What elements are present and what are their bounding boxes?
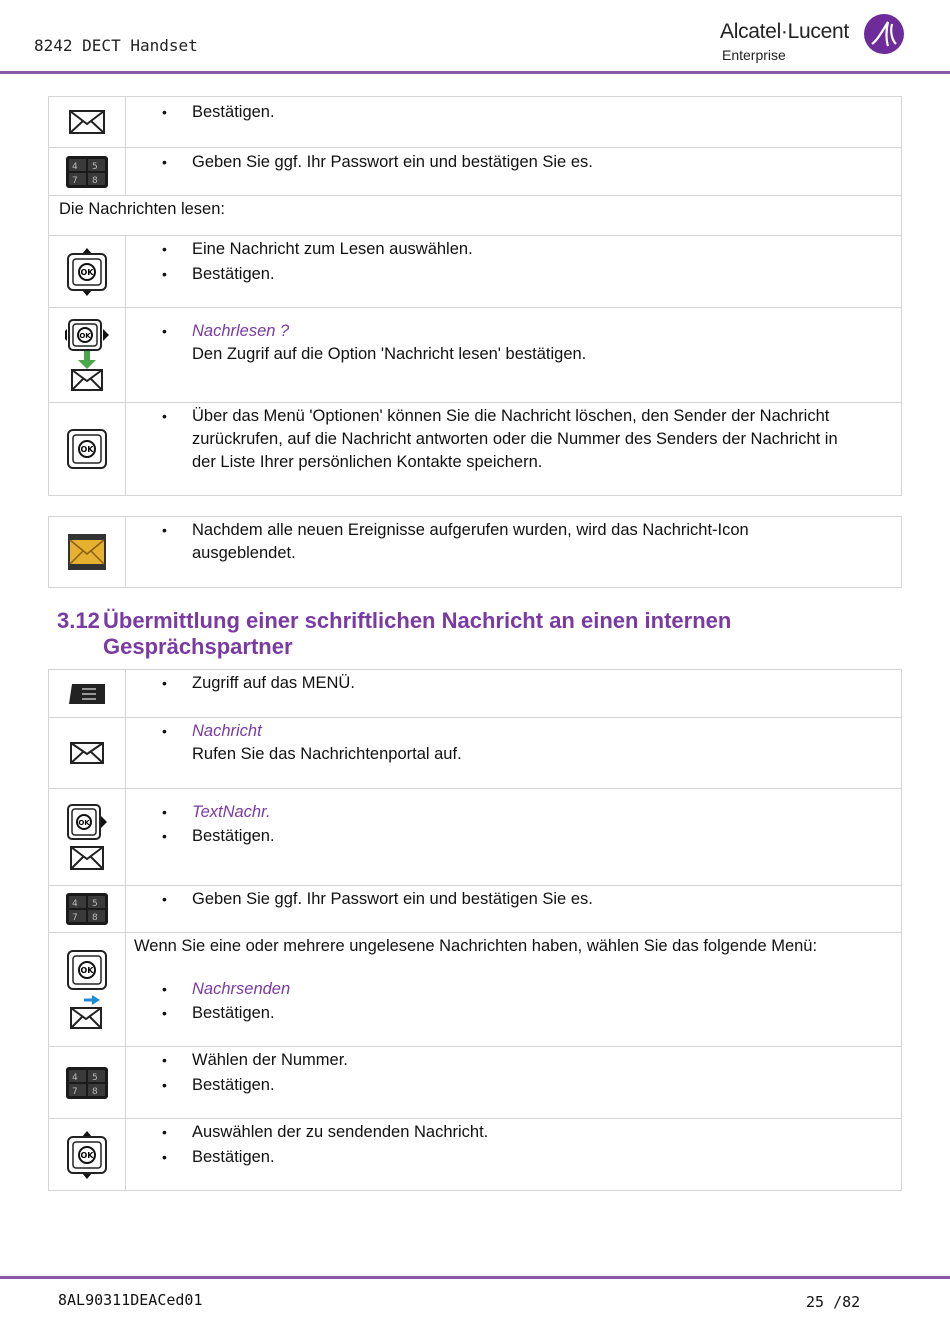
page-number: 25 /82 (806, 1293, 861, 1311)
instruction-table-send (48, 669, 902, 1191)
list-item: • Eine Nachricht zum Lesen auswählen. (126, 238, 901, 261)
document-id: 8AL90311DEACed01 (58, 1291, 203, 1309)
menu-option-text: Nachrsenden (192, 980, 291, 998)
table-row (49, 97, 902, 148)
list-item (126, 519, 901, 565)
list-item: • Bestätigen. (126, 825, 901, 848)
table-row (49, 1119, 902, 1191)
text-cell (126, 308, 902, 403)
table-row (49, 236, 902, 308)
table-row (49, 196, 902, 236)
ok-right-icon (66, 804, 108, 840)
svg-text:OK: OK (80, 1150, 94, 1160)
list-item: • Geben Sie ggf. Ihr Passwort ein und bestätigen Sie es. (126, 151, 901, 174)
document-title: 8242 DECT Handset (34, 36, 198, 55)
envelope-forward-icon (70, 994, 104, 1030)
table-row (49, 886, 902, 933)
svg-text:7: 7 (72, 175, 78, 186)
menu-option-text: TextNachr. (192, 803, 271, 821)
logo-sub-text: Enterprise (722, 47, 786, 63)
list-item: • Geben Sie ggf. Ihr Passwort ein und bestätigen Sie es. (126, 888, 901, 911)
svg-text:5: 5 (92, 899, 98, 909)
svg-text:4: 4 (72, 1072, 78, 1083)
svg-text:5: 5 (92, 1072, 98, 1083)
text-cell (126, 718, 902, 789)
options-line-1: Über das Menü 'Optionen' können Sie die Nachricht löschen, den Sender der Nachricht (192, 407, 830, 425)
icon-cell (49, 236, 126, 308)
section-title-line-1: Übermittlung einer schriftlichen Nachricht an einen internen (103, 608, 732, 633)
menu-icon (68, 683, 106, 705)
ok-button-icon (67, 429, 107, 469)
envelope-icon (70, 742, 104, 764)
note-line-1: Nachdem alle neuen Ereignisse aufgerufen wurden, wird das Nachricht-Icon (192, 521, 749, 539)
svg-text:8: 8 (92, 175, 98, 186)
icon-cell (49, 97, 126, 148)
list-item: • Bestätigen. (126, 263, 901, 286)
envelope-icon (69, 110, 105, 134)
table-row (49, 933, 902, 1047)
list-item (126, 978, 901, 1001)
navigator-icon (65, 247, 109, 297)
keypad-icon (66, 156, 108, 188)
text-cell (126, 886, 902, 933)
icon-cell (49, 933, 126, 1047)
ok-right-icon (65, 319, 109, 351)
svg-text:7: 7 (72, 1086, 78, 1097)
svg-text:OK: OK (79, 332, 91, 340)
icon-cell (49, 517, 126, 588)
envelope-icon (70, 846, 104, 870)
svg-text:8: 8 (92, 1086, 98, 1097)
list-item: • Bestätigen. (126, 1146, 901, 1169)
svg-text:OK: OK (80, 965, 94, 975)
list-item: • Bestätigen. (126, 1002, 901, 1025)
icon-cell (49, 1119, 126, 1191)
svg-text:5: 5 (92, 161, 98, 172)
svg-text:8: 8 (92, 913, 98, 923)
table-row (49, 517, 902, 588)
icon-cell (49, 1047, 126, 1119)
list-item (126, 405, 901, 474)
icon-cell (49, 148, 126, 196)
option-description: Den Zugrif auf die Option 'Nachricht lesen' bestätigen. (192, 345, 587, 363)
keypad-icon (66, 893, 108, 925)
svg-text:OK: OK (80, 445, 94, 454)
list-item: • Zugriff auf das MENÜ. (126, 672, 901, 695)
table-row (49, 1047, 902, 1119)
svg-text:4: 4 (72, 899, 78, 909)
table-row (49, 718, 902, 789)
svg-text:7: 7 (72, 913, 78, 923)
text-cell (126, 97, 902, 148)
arrow-down-icon (77, 351, 97, 369)
text-cell (126, 236, 902, 308)
options-line-3: der Liste Ihrer persönlichen Kontakte speichern. (192, 453, 543, 471)
section-title-line-2: Gesprächspartner (103, 634, 293, 659)
note-table (48, 516, 902, 588)
option-description: Rufen Sie das Nachrichtenportal auf. (192, 745, 462, 763)
list-item: • Auswählen der zu sendenden Nachricht. (126, 1121, 901, 1144)
footer-rule (0, 1276, 950, 1279)
navigator-icon (65, 1130, 109, 1180)
logo-brand-text: Alcatel·Lucent (720, 20, 849, 43)
text-cell (126, 670, 902, 718)
icon-cell (49, 718, 126, 789)
menu-option-text: Nachrlesen ? (192, 322, 290, 340)
options-line-2: zurückrufen, auf die Nachricht antworten oder die Nummer des Senders der Nachricht in (192, 430, 838, 448)
text-cell (126, 1119, 902, 1191)
svg-text:4: 4 (72, 161, 78, 172)
list-item (126, 801, 901, 824)
list-item (126, 320, 901, 366)
menu-option-text: Nachricht (192, 722, 262, 740)
section-number: 3.12 (57, 608, 100, 633)
text-cell (126, 1047, 902, 1119)
note-line-2: ausgeblendet. (192, 544, 296, 562)
brand-logo (720, 14, 910, 70)
envelope-icon (71, 369, 103, 391)
table-row (49, 789, 902, 886)
svg-text:OK: OK (78, 819, 90, 827)
text-cell (126, 148, 902, 196)
table-row (49, 403, 902, 496)
intro-text: Wenn Sie eine oder mehrere ungelesene Nachrichten haben, wählen Sie das folgende Menü: (134, 937, 818, 955)
icon-cell (49, 308, 126, 403)
icon-cell (49, 886, 126, 933)
section-heading (57, 608, 731, 660)
logo-mark-icon (864, 14, 904, 54)
text-cell (126, 789, 902, 886)
keypad-icon (66, 1067, 108, 1099)
list-item: • Wählen der Nummer. (126, 1049, 901, 1072)
list-item: • Bestätigen. (126, 101, 901, 124)
table-row (49, 670, 902, 718)
icon-cell (49, 670, 126, 718)
ok-button-icon (67, 950, 107, 990)
section-label: Die Nachrichten lesen: (49, 196, 902, 236)
yellow-envelope-icon (68, 534, 106, 570)
instruction-table-read (48, 96, 902, 496)
text-cell (126, 517, 902, 588)
text-cell (126, 403, 902, 496)
table-row (49, 148, 902, 196)
icon-cell (49, 403, 126, 496)
header-rule (0, 71, 950, 74)
icon-cell (49, 789, 126, 886)
text-cell (126, 933, 902, 1047)
table-row (49, 308, 902, 403)
list-item: • Bestätigen. (126, 1074, 901, 1097)
svg-text:OK: OK (80, 267, 94, 277)
list-item (126, 720, 901, 766)
